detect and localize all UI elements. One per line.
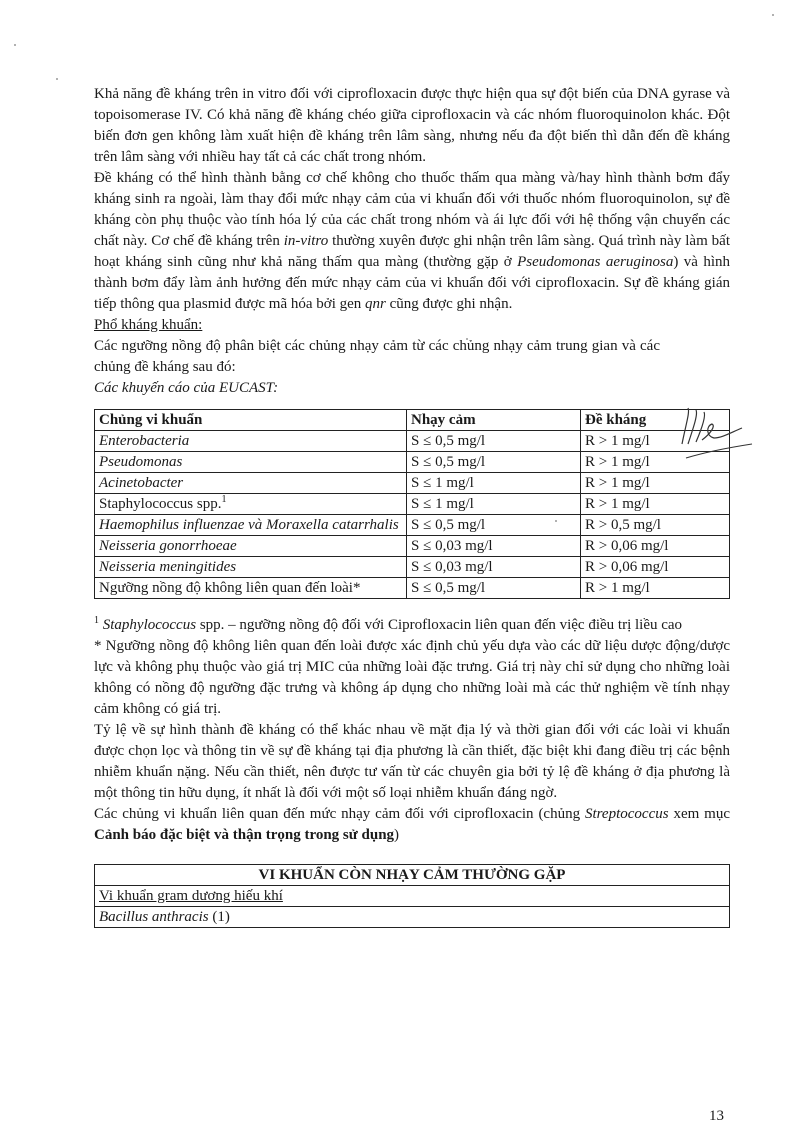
table-row [95, 473, 730, 494]
paragraph-susceptible-strains: Các chủng vi khuẩn liên quan đến mức nhạy cảm đối với ciprofloxacin (chủng Streptococcus xem mục Cảnh báo đặc biệt và thận trọng trong sử dụng) [94, 806, 730, 843]
resistant-cell: R > 1 mg/l [581, 431, 730, 452]
scan-speck [772, 14, 774, 16]
organism-cell: Neisseria gonorrhoeae [95, 536, 407, 557]
susceptible-cell: S ≤ 1 mg/l [407, 473, 581, 494]
table-row [95, 536, 730, 557]
susceptible-cell: S ≤ 0,5 mg/l [407, 431, 581, 452]
group-subheader: Vi khuẩn gram dương hiếu khí [95, 886, 730, 907]
susceptible-table [94, 864, 730, 928]
resistant-cell: R > 0,06 mg/l [581, 536, 730, 557]
footnotes [94, 615, 730, 846]
resistant-cell: R > 1 mg/l [581, 473, 730, 494]
scan-speck [56, 78, 58, 80]
organism-cell: Bacillus anthracis (1) [95, 907, 730, 928]
susceptible-cell: S ≤ 0,5 mg/l [407, 578, 581, 599]
breakpoints-table [94, 409, 730, 599]
susceptible-cell: S ≤ 0,03 mg/l [407, 536, 581, 557]
spectrum-heading: Phổ kháng khuẩn: [94, 317, 203, 333]
page-number: 13 [709, 1108, 724, 1124]
susceptible-table-header: VI KHUẨN CÒN NHẠY CẢM THƯỜNG GẶP [95, 865, 730, 886]
column-header: Nhạy cảm [407, 410, 581, 431]
resistant-cell: R > 0,06 mg/l [581, 557, 730, 578]
column-header: Đề kháng [581, 410, 730, 431]
resistant-cell: R > 0,5 mg/l [581, 515, 730, 536]
organism-cell: Ngưỡng nồng độ không liên quan đến loài* [95, 578, 407, 599]
paragraph-resistance-efflux: Đề kháng có thể hình thành bằng cơ chế không cho thuốc thấm qua màng và/hay hình thành bơm đẩy kháng sinh ra ngoài, làm thay đổi mức nhạy cảm của vi khuẩn đối với thuốc nhóm fluoroquinolon, sự đề kháng còn phụ thuộc vào tính hóa lý của các chất trong nhóm và ái lực đối với hệ thống vận chuyển các chất này. Cơ chế đề kháng trên in-vitro thường xuyên được ghi nhận trên lâm sàng. Quá trình này làm bất hoạt kháng sinh cũng như khả năng thấm qua màng (thường gặp ở Pseudomonas aeruginosa) và hình thành bơm đẩy làm ảnh hưởng đến mức nhạy cảm của vi khuẩn đối với ciprofloxacin. Sự đề kháng gián tiếp thông qua plasmid được mã hóa bởi gen qnr cũng được ghi nhận. [94, 170, 730, 312]
paragraph-local-resistance: Tỷ lệ về sự hình thành đề kháng có thể khác nhau về mặt địa lý và thời gian đối với các loài vi khuẩn được chọn lọc và thông tin về sự đề kháng tại địa phương là cần thiết, đặc biệt khi đang điều trị các bệnh nhiễm khuẩn nặng. Nếu cần thiết, nên được tư vấn từ các chuyên gia bởi tỷ lệ đề kháng ở địa phương là một thông tin hữu dụng, ít nhất là đối với một số loại nhiễm khuẩn đáng ngờ. [94, 722, 730, 801]
organism-cell: Staphylococcus spp.$^1$ [95, 494, 407, 515]
susceptible-cell: S ≤ 1 mg/l [407, 494, 581, 515]
resistant-cell: R > 1 mg/l [581, 452, 730, 473]
table-row [95, 907, 730, 928]
table-row [95, 452, 730, 473]
footnote-1: $^1$ Staphylococcus spp. – ngưỡng nồng độ đối với Ciprofloxacin liên quan đến việc điều trị liều cao [94, 615, 683, 633]
susceptible-cell: S ≤ 0,5 mg/l [407, 452, 581, 473]
table-row [95, 494, 730, 515]
table-row [95, 578, 730, 599]
table-header-row [95, 410, 730, 431]
table-row [95, 431, 730, 452]
table-header-row [95, 865, 730, 886]
organism-cell: Neisseria meningitides [95, 557, 407, 578]
susceptible-cell: S ≤ 0,03 mg/l [407, 557, 581, 578]
table-row [95, 886, 730, 907]
resistant-cell: R > 1 mg/l [581, 578, 730, 599]
document-body [94, 84, 730, 928]
organism-cell: Enterobacteria [95, 431, 407, 452]
organism-cell: Pseudomonas [95, 452, 407, 473]
handwritten-signature [676, 404, 756, 464]
table-row [95, 515, 730, 536]
eucast-heading: Các khuyến cáo của EUCAST: [94, 380, 279, 396]
paragraph-breakpoints-intro: Các ngưỡng nồng độ phân biệt các chủng nhạy cảm từ các chủng nhạy cảm trung gian và các chủng đề kháng sau đó: [94, 338, 660, 375]
organism-cell: Acinetobacter [95, 473, 407, 494]
paragraph-resistance-mechanism: Khả năng đề kháng trên in vitro đối với ciprofloxacin được thực hiện qua sự đột biến của DNA gyrase và topoisomerase IV. Có khả năng đề kháng chéo giữa ciprofloxacin và các nhóm fluoroquinolon khác. Đột biến đơn gen không làm xuất hiện đề kháng trên lâm sàng, nhưng nếu đa đột biến thì dẫn đến đề kháng trên lâm sàng với nhiều hay tất cả các chất trong nhóm. [94, 86, 730, 165]
footnote-2: * Ngưỡng nồng độ không liên quan đến loài được xác định chủ yếu dựa vào các dữ liệu dược động/dược lực và không phụ thuộc vào giá trị MIC của những loài đặc trưng. Giá trị này chỉ sử dụng cho những loài không có nồng độ ngưỡng đặc trưng và không áp dụng cho những loài mà các thử nghiệm về tính nhạy cảm không có giá trị. [94, 638, 730, 717]
column-header: Chủng vi khuẩn [95, 410, 407, 431]
susceptible-cell: S ≤ 0,5 mg/l [407, 515, 581, 536]
resistant-cell: R > 1 mg/l [581, 494, 730, 515]
scan-speck [14, 44, 16, 46]
organism-cell: Haemophilus influenzae và Moraxella catarrhalis [95, 515, 407, 536]
table-row [95, 557, 730, 578]
